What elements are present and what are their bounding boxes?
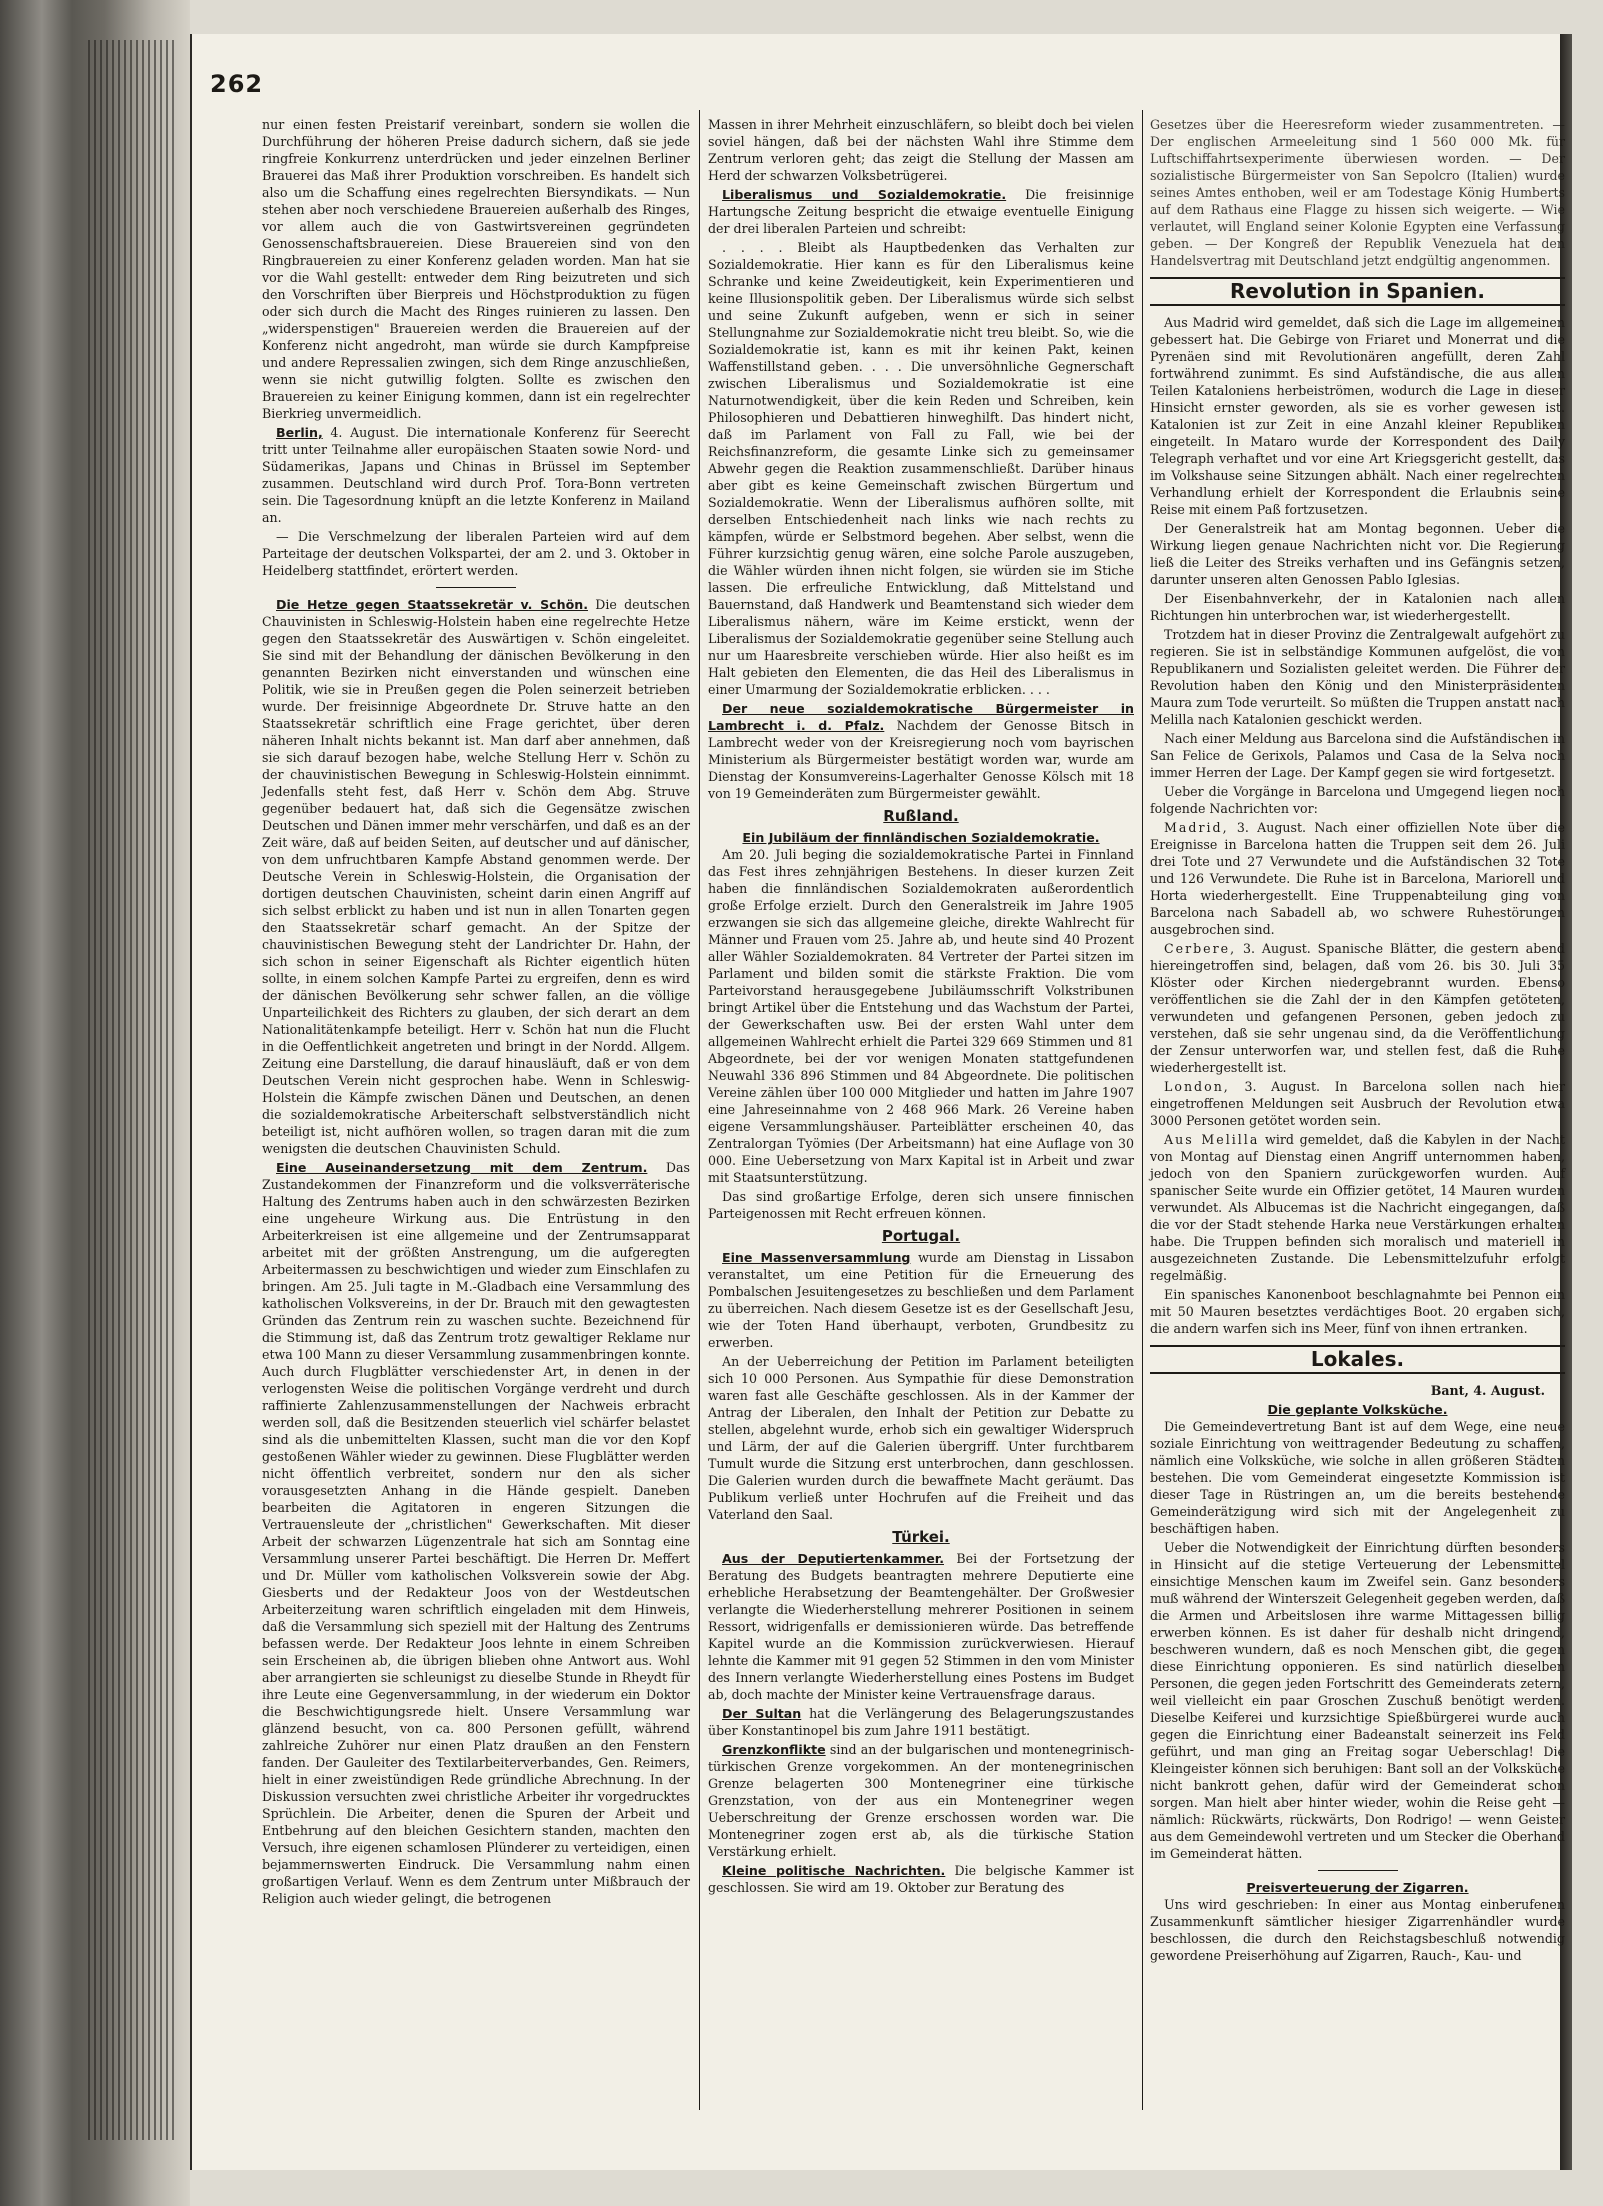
section-heading-russland: Rußland. (883, 807, 959, 825)
article-paragraph: wurde am Dienstag in Lissabon veranstaltet, um eine Petition für die Erneuerung des Pombalschen Jesuitengesetzes zu beschließen und dem Parlament zu überreichen. Nach diesem Gesetze ist es der Gesellschaft Jesu, wie der Toten Hand überhaupt, verboten, Grundbesitz zu erwerben. (708, 1250, 1134, 1350)
dateline: Madrid, (1164, 820, 1229, 835)
section-heading-revolution: Revolution in Spanien. (1150, 277, 1565, 306)
article-heading: Der neue sozialdemokratische Bürgermeister in Lambrecht i. d. Pfalz. (708, 701, 1134, 733)
article-heading: Grenzkonflikte (722, 1742, 826, 1757)
book-binding (0, 0, 190, 2206)
section-heading-lokales: Lokales. (1150, 1345, 1565, 1374)
article-paragraph: Der Generalstreik hat am Montag begonnen. Ueber die Wirkung liegen genaue Nachrichten nicht vor. Die Regierung ließ die Leiter des Streiks verhaften und ins Gefängnis setzen, darunter unseren alten Genossen Pablo Iglesias. (1150, 521, 1565, 587)
article-paragraph: Trotzdem hat in dieser Provinz die Zentralgewalt aufgehört zu regieren. Sie ist in selbständige Kommunen aufgelöst, die von Republikanern und Sozialisten geleitet werden. Die Führer der Revolution haben den König und den Ministerpräsidenten Maura zum Tode verurteilt. So müßten die Truppen anstatt nach Melilla nach Katalonien geschickt werden. (1150, 627, 1565, 727)
article-heading: Ein Jubiläum der finnländischen Sozialdemokratie. (742, 830, 1100, 845)
section-heading-portugal: Portugal. (881, 1227, 961, 1245)
dateline: Berlin, (276, 425, 323, 440)
section-heading-turkei: Türkei. (892, 1528, 950, 1546)
article-heading: Preisverteuerung der Zigarren. (1246, 1880, 1469, 1895)
article-paragraph: Uns wird geschrieben: In einer aus Montag einberufenen Zusammenkunft sämtlicher hiesiger Zigarrenhändler wurde beschlossen, die durch den Reichstagsbeschluß notwendig gewordene Preiserhöhung auf Zigarren, Rauch-, Kau- und (1150, 1897, 1565, 1963)
article-paragraph: Gesetzes über die Heeresreform wieder zusammentreten. — Der englischen Armeeleitung sind 1 560 000 Mk. für Luftschiffahrtsexperimente überwiesen worden. — Der sozialistische Bürgermeister von San Sepolcro (Italien) wurde seines Amtes enthoben, weil er am Todestage König Humberts auf dem Rathaus eine Flagge zu hissen sich weigerte. — Wie verlautet, will England seiner Kolonie Egypten eine Verfassung geben. — Der Kongreß der Republik Venezuela hat den Handelsvertrag mit Deutschland jetzt endgültig angenommen. (1150, 117, 1565, 268)
article-paragraph: wird gemeldet, daß die Kabylen in der Nacht von Montag auf Dienstag einen Angriff unternommen haben, jedoch von den Spaniern zurückgeworfen wurden. Auf spanischer Seite wurde ein Offizier getötet, 14 Mauren wurden verwundet. Als Albucemas ist die Nachricht eingegangen, daß die vor der Stadt stehende Harka neue Verstärkungen erhalten habe. Die Truppen befinden sich moralisch und materiell in ausgezeichneten Zustande. Die Lebensmittelzufuhr erfolgt regelmäßig. (1150, 1132, 1565, 1283)
article-paragraph: Ein spanisches Kanonenboot beschlagnahmte bei Pennon ein mit 50 Mauren besetztes verdächtiges Boot. 20 ergaben sich, die andern warfen sich ins Meer, fünf von ihnen ertranken. (1150, 1287, 1565, 1336)
article-heading: Kleine politische Nachrichten. (722, 1863, 946, 1878)
article-heading: Die Hetze gegen Staatssekretär v. Schön. (276, 597, 588, 612)
article-paragraph: Die freisinnige Hartungsche Zeitung bespricht die etwaige eventuelle Einigung der drei liberalen Parteien und schreibt: (708, 187, 1134, 236)
article-paragraph: hat die Verlängerung des Belagerungszustandes über Konstantinopel bis zum Jahre 1911 bestätigt. (708, 1706, 1134, 1738)
article-paragraph: Ueber die Notwendigkeit der Einrichtung dürften besonders in Hinsicht auf die stetige Verteuerung der Lebensmittel einsichtige Menschen kaum im Zweifel sein. Ganz besonders muß während der Winterszeit Gelegenheit gegeben werden, daß die Armen und Arbeitslosen ihre warme Mittagessen billig erwerben können. Es ist daher für deshalb nicht dringend, beschweren wundern, daß es noch Menschen gibt, die gegen diese Einrichtung opponieren. Es sind natürlich dieselben Personen, die gegen jeden Fortschritt des Gemeinderats zetern, weil vielleicht ein paar Groschen Zuschuß benötigt werden. Dieselbe Keiferei und kurzsichtige Spießbürgerei wurde auch gegen die Einrichtung einer Badeanstalt seinerzeit ins Feld geführt, und man ging an Freitag sogar Ueberschlag! Die Kleingeister können sich beruhigen: Bant soll an der Volksküche nicht bankrott gehen, dafür wird der Gemeinderat schon sorgen. Man hielt aber hinter wieder, wohin die Reise geht — nämlich: Rückwärts, rückwärts, Don Rodrigo! — wenn Geister aus dem Gemeindewohl vertreten und um Stecker die Oberhand im Gemeinderat hätten. (1150, 1540, 1565, 1861)
article-paragraph: 3. August. Spanische Blätter, die gestern abend hiereingetroffen sind, belagen, daß vom 26. bis 30. Juli 35 Klöster oder Kirchen niedergebrannt wurden. Ebenso veröffentlichen sie die Zahl der in den Kämpfen getöteten, verwundeten und gefangenen Personen, geben jedoch zu verstehen, daß sie sehr ungenau sind, da die Veröffentlichung der Zensur unterworfen war, und stellen fest, daß die Ruhe wiederhergestellt ist. (1150, 941, 1565, 1075)
article-heading: Liberalismus und Sozialdemokratie. (722, 187, 1007, 202)
column-3 (1150, 116, 1565, 1966)
article-paragraph: Bei der Fortsetzung der Beratung des Budgets beantragten mehrere Deputierte eine erhebliche Herabsetzung der Beamtengehälter. Der Großwesier verlangte die Wiederherstellung mehrerer Positionen in seinem Ressort, widrigenfalls er demissionieren würde. Das betreffende Kapitel wurde an die Kommission zurückverwiesen. Hierauf lehnte die Kammer mit 91 gegen 52 Stimmen in den vom Minister des Innern verlangte Wiederherstellung eines Postens im Budget ab, doch machte der Minister keine Vertrauensfrage daraus. (708, 1551, 1134, 1702)
article-paragraph: sind an der bulgarischen und montenegrinisch-türkischen Grenze vorgekommen. An der montenegrinischen Grenze belagerten 300 Montenegriner eine türkische Grenzstation, von der aus ein Montenegriner wegen Ueberschreitung der Grenze erschossen worden war. Die Montenegriner zogen erst ab, als die türkische Station Verstärkung erhielt. (708, 1742, 1134, 1859)
date: 4. August. (330, 425, 399, 440)
article-paragraph: 3. August. In Barcelona sollen nach hier eingetroffenen Meldungen seit Ausbruch der Revolution etwa 3000 Personen getötet worden sein. (1150, 1079, 1565, 1128)
article-paragraph: Nachdem der Genosse Bitsch in Lambrecht weder von der Kreisregierung noch vom bayrischen Ministerium als Bürgermeister bestätigt worden war, wurde am Dienstag der Konsumvereins-Lagerhalter Genosse Kölsch mit 18 von 19 Gemeinderäten zum Bürgermeister gewählt. (708, 718, 1134, 801)
article-paragraph: Die belgische Kammer ist geschlossen. Sie wird am 19. Oktober zur Beratung des (708, 1863, 1134, 1895)
date: 4. August. (1473, 1383, 1545, 1398)
article-paragraph: Am 20. Juli beging die sozialdemokratische Partei in Finnland das Fest ihres zehnjährigen Bestehens. In dieser kurzen Zeit haben die finnländischen Sozialdemokraten außerordentlich große Erfolge erzielt. Durch den Generalstreik im Jahre 1905 erzwangen sie sich das allgemeine gleiche, direkte Wahlrecht für Männer und Frauen vom 25. Jahre ab, und heute sind 40 Prozent aller Wähler Sozialdemokraten. 84 Vertreter der Partei sitzen im Parlament und bilden somit die stärkste Fraktion. Die vom Parteivorstand herausgegebene Jubiläumsschrift Volkstribunen bringt Artikel über die Entstehung und das Wachstum der Partei, der Gewerkschaften usw. Bei der ersten Wahl unter dem allgemeinen Wahlrecht erhielt die Partei 329 669 Stimmen und 81 Abgeordnete, bei der vor wenigen Monaten stattgefundenen Neuwahl 336 896 Stimmen und 84 Abgeordnete. Die politischen Vereine zählen über 100 000 Mitglieder und hatten im Jahre 1907 eine Jahreseinnahme von 2 468 966 Mark. 26 Vereine haben eigene Versammlungshäuser. Parteiblätter erscheinen 40, das Zentralorgan Työmies (Der Arbeitsmann) hat eine Auflage von 30 000. Eine Uebersetzung von Marx Kapital ist in Arbeit und zwar mit Staatsunterstützung. (708, 847, 1134, 1185)
article-paragraph: Der Eisenbahnverkehr, der in Katalonien nach allen Richtungen hin unterbrochen war, ist wiederhergestellt. (1150, 591, 1565, 623)
article-heading: Der Sultan (722, 1706, 802, 1721)
article-paragraph: Die internationale Konferenz für Seerecht tritt unter Teilnahme aller europäischen Staaten sowie Nord- und Südamerikas, Japans und Chinas in Brüssel im September zusammen. Deutschland wird durch Prof. Tora-Bonn vertreten sein. Die Tagesordnung knüpft an die letzte Konferenz in Mailand an. (262, 425, 690, 525)
article-heading: Eine Auseinandersetzung mit dem Zentrum. (276, 1160, 648, 1175)
dateline: London, (1164, 1079, 1230, 1094)
article-paragraph: Massen in ihrer Mehrheit einzuschläfern, so bleibt doch bei vielen soviel hängen, daß bei der nächsten Wahl ihre Stimme dem Zentrum verloren geht; das zeigt die Stellung der Massen am Herd der schwarzen Volksbetrügerei. (708, 117, 1134, 183)
dateline: Bant, (1430, 1383, 1469, 1398)
dateline: Aus Melilla (1164, 1132, 1260, 1147)
article-paragraph: — Die Verschmelzung der liberalen Parteien wird auf dem Parteitage der deutschen Volkspartei, der am 2. und 3. Oktober in Heidelberg stattfindet, erörtert werden. (262, 529, 690, 578)
article-heading: Die geplante Volksküche. (1267, 1402, 1448, 1417)
column-rule (1142, 110, 1143, 2110)
column-2 (708, 116, 1134, 1898)
article-paragraph: Die deutschen Chauvinisten in Schleswig-Holstein haben eine regelrechte Hetze gegen den Staatssekretär des Auswärtigen v. Schön eingeleitet. Sie sind mit der Behandlung der dänischen Bevölkerung in den genannten Bezirken nicht einverstanden und wünschen eine Politik, wie sie in Preußen gegen die Polen seinerzeit betrieben wurde. Der freisinnige Abgeordnete Dr. Struve hatte an den Staatssekretär schriftlich eine Frage gerichtet, über deren näheren Inhalt nichts bekannt ist. Man darf aber annehmen, daß sie sich darauf bezogen habe, welche Stellung Herr v. Schön zu der chauvinistischen Bewegung in Schleswig-Holstein einnimmt. Jedenfalls steht fest, daß Herr v. Schön dem Abg. Struve gegenüber bedauert hat, daß sich die Gegensätze zwischen Deutschen und Dänen immer mehr verschärfen, und daß es an der Zeit wäre, daß auf beiden Seiten, auf deutscher und auf dänischer, von dem unfruchtbaren Kampfe Abstand genommen werde. Der Deutsche Verein in Schleswig-Holstein, die Organisation der dortigen deutschen Chauvinisten, scheint darin einen Angriff auf sich selbst erblickt zu haben und ist nun in allen Tonarten gegen den Staatssekretär scharf gemacht. An der Spitze der chauvinistischen Bewegung steht der Landrichter Dr. Hahn, der sich schon in seiner Eigenschaft als Richter eigentlich hüten sollte, in einem solchen Kampfe Partei zu ergreifen, denn es wird der dänischen Bevölkerung sehr schwer fallen, an die völlige Unparteilichkeit des Richters zu glauben, der sich derart an dem Nationalitätenkampfe beteiligt. Herr v. Schön hat nun die Flucht in die Oeffentlichkeit angetreten und bringt in der Nordd. Allgem. Zeitung eine Darstellung, die darauf hinausläuft, daß er von dem Deutschen Verein nicht gesprochen habe. Wenn in Schleswig-Holstein die Kämpfe zwischen Dänen und Deutschen, an denen die sozialdemokratische Arbeiterschaft selbstverständlich nicht beteiligt ist, nicht aufhören wollen, so tragen daran mit die zum wenigsten die deutschen Chauvinisten Schuld. (262, 597, 690, 1156)
article-paragraph: Aus Madrid wird gemeldet, daß sich die Lage im allgemeinen gebessert hat. Die Gebirge von Friaret und Monerrat und die Pyrenäen sind mit Revolutionären angefüllt, deren Zahl fortwährend zunimmt. Es sind Aufständische, die aus allen Teilen Kataloniens herbeiströmen, wodurch die Lage in dieser Hinsicht ernster geworden, als sie es vorher gewesen ist. Katalonien ist zur Zeit in eine Anzahl kleiner Republiken eingeteilt. In Mataro wurde der Korrespondent des Daily Telegraph verhaftet und vor eine Art Kriegsgericht gestellt, das im Volkshause seine Sitzungen abhält. Nach einer regelrechten Verhandlung erhielt der Korrespondent die Erlaubnis seine Reise mit einem Paß fortzusetzen. (1150, 315, 1565, 517)
article-paragraph: An der Ueberreichung der Petition im Parlament beteiligten sich 10 000 Personen. Aus Sympathie für diese Demonstration waren fast alle Geschäfte geschlossen. Als in der Kammer der Antrag der Liberalen, den Inhalt der Petition zur Debatte zu stellen, abgelehnt wurde, erhob sich ein gewaltiger Widerspruch und Lärm, der auf die Galerien übergriff. Unter furchtbarem Tumult wurde die Sitzung erst unterbrochen, dann geschlossen. Die Galerien wurden durch die bewaffnete Macht geräumt. Das Publikum verließ unter Hochrufen auf die Freiheit und das Vaterland den Saal. (708, 1354, 1134, 1522)
column-rule (699, 110, 700, 2110)
article-paragraph: Das Zustandekommen der Finanzreform und die volksverräterische Haltung des Zentrums haben auch in den schwärzesten Bezirken eine ungeheure Wirkung aus. Die Entrüstung in den Arbeiterkreisen ist eine allgemeine und der Zentrumsapparat arbeitet mit der größten Anstrengung, um die aufgeregten Arbeitermassen zu beschwichtigen und wieder zum Einschlafen zu bringen. Am 25. Juli tagte in M.-Gladbach eine Versammlung des katholischen Volksvereins, in der Dr. Brauch mit den gewagtesten Gründen das Zentrum rein zu waschen suchte. Bezeichnend für die Stimmung ist, daß das Zentrum trotz gewaltiger Reklame nur etwa 100 Mann zu dieser Versammlung zusammenbringen konnte. Auch durch Flugblätter verschiedenster Art, in denen in der verlogensten Weise die politischen Vorgänge verdreht und durch raffinierte Zahlenzusammenstellungen der Nachweis erbracht werden soll, daß die Besitzenden steuerlich viel schärfer belastet sind als die unbemittelten Klassen, sucht man die vor den Kopf gestoßenen Wähler wieder zu gewinnen. Diese Flugblätter werden nicht öffentlich verbreitet, sondern nur den als sicher vorausgesetzten Anhang in die Hände gespielt. Daneben bearbeiten die Agitatoren in engeren Sitzungen die Vertrauensleute der „christlichen" Gewerkschaften. Mit dieser Arbeit der schwarzen Lügenzentrale hat sich am Sonntag eine Versammlung unserer Partei beschäftigt. Die Herren Dr. Meffert und Dr. Müller vom katholischen Volksverein sowie der Abg. Giesberts und der Redakteur Joos von der Westdeutschen Arbeiterzeitung waren schriftlich eingeladen mit dem Hinweis, daß die Versammlung sich speziell mit der Haltung des Zentrums befassen werde. Der Redakteur Joos lehnte in einem Schreiben sein Erscheinen ab, die übrigen blieben ohne Antwort aus. Wohl aber arrangierten sie schleunigst zu dieselbe Stunde in Rheydt für ihre Leute eine Gegenversammlung, in der wiederum ein Doktor die Beschwichtigungsrede hielt. Unsere Versammlung war glänzend besucht, von ca. 800 Personen gefüllt, während zahlreiche Zuhörer nur einen Platz draußen an den Fenstern fanden. Der Gauleiter des Textilarbeiterverbandes, Gen. Reimers, hielt in einer zweistündigen Rede gründliche Abrechnung. In der Diskussion versuchten zwei christliche Arbeiter ihr vorgedrucktes Sprüchlein. Die Arbeiter, denen die Spuren der Arbeit und Entbehrung auf den bleichen Gesichtern standen, machten den Versuch, ihre eigenen schamlosen Plünderer zu verteidigen, einen bejammernswerten Eindruck. Die Versammlung nahm einen großartigen Verlauf. Wenn es dem Zentrum unter Mißbrauch der Religion auch wieder gelingt, die betrogenen (262, 1160, 690, 1906)
article-paragraph: Ueber die Vorgänge in Barcelona und Umgegend liegen noch folgende Nachrichten vor: (1150, 784, 1565, 816)
article-paragraph: 3. August. Nach einer offiziellen Note über die Ereignisse in Barcelona hatten die Truppen seit dem 26. Juli drei Tote und 27 Verwundete und die Aufständischen 32 Tote und 126 Verwundete. Die Ruhe ist in Barcelona, Mariorell und Horta wiederhergestellt. Eine Truppenabteilung ging von Barcelona nach Sabadell ab, wo schwere Ruhestörungen ausgebrochen sind. (1150, 820, 1566, 937)
dateline: Cerbere, (1164, 941, 1237, 956)
article-paragraph: Nach einer Meldung aus Barcelona sind die Aufständischen in San Felice de Gerixols, Palamos und Casa de la Selva noch immer Herren der Lage. Der Kampf gegen sie wird fortgesetzt. (1150, 731, 1565, 780)
article-paragraph: nur einen festen Preistarif vereinbart, sondern sie wollen die Durchführung der höheren Preise dadurch sichern, daß sie jede ringfreie Konkurrenz unterdrücken und jeder einzelnen Berliner Brauerei das Maß ihrer Produktion vorschreiben. Es handelt sich also um die Schaffung eines regelrechten Biersyndikats. — Nun stehen aber noch verschiedene Brauereien außerhalb des Ringes, vor allem auch die von Gastwirtsvereinen gegründeten Genossenschaftsbrauereien. Diese Brauereien sind von den Ringbrauereien zu einer Konferenz geladen worden. Man hat sie vor die Wahl gestellt: entweder dem Ring beizutreten und sich den Vorschriften über Bierpreis und Höchstproduktion zu fügen oder sich durch die Macht des Ringes ruinieren zu lassen. Den „widerspenstigen" Brauereien werden die Brauereien auf der Konferenz nicht angedroht, man würde sie durch Kampfpreise und andere Repressalien zwingen, sich dem Ringe anzuschließen, wenn sie nicht gutwillig folgten. Sollte es zwischen den Brauereien zu keiner Einigung kommen, dann ist ein regelrechter Bierkrieg unvermeidlich. (262, 117, 690, 421)
article-paragraph: . . . . Bleibt als Hauptbedenken das Verhalten zur Sozialdemokratie. Hier kann es für den Liberalismus keine Schranke und keine Zweideutigkeit, kein Experimentieren und keine Illusionspolitik geben. Der Liberalismus würde sich selbst und seine Zukunft aufgeben, wenn er sich in seiner Stellungnahme zur Sozialdemokratie nicht treu bleibt. So, wie die Sozialdemokratie ist, kann es mit ihr keinen Pakt, keinen Waffenstillstand geben. . . . Die unversöhnliche Gegnerschaft zwischen Liberalismus und Sozialdemokratie ist eine Naturnotwendigkeit, über die kein Reden und Schreiben, kein Philosophieren und Debattieren hinweghilft. Das hindert nicht, daß im Parlament von Fall zu Fall, wie bei der Reichsfinanzreform, die gesamte Linke sich zu gemeinsamer Abwehr gegen die Reaktion zusammenschließt. Darüber hinaus aber gibt es keine Gemeinschaft zwischen Bürgertum und Sozialdemokratie. Wenn der Liberalismus aufhören sollte, mit derselben Entschiedenheit nach links wie nach rechts zu kämpfen, würde er Selbstmord begehen. Aber selbst, wenn die Führer kurzsichtig genug wären, eine solche Parole auszugeben, die Wähler würden ihnen nicht folgen, sie würden sie im Stiche lassen. Die erfreuliche Entwicklung, daß Mittelstand und Bauernstand, daß Handwerk und Beamtenstand sich wieder dem Liberalismus nähern, wäre im Keime erstickt, wenn der Liberalismus der Sozialdemokratie gegenüber seine Stellung auch nur um Haaresbreite verschieben würde. Hier also heißt es im Halt gebieten den Elementen, die das Heil des Liberalismus in einer Umarmung der Sozialdemokratie erblicken. . . . (708, 240, 1134, 697)
page-number: 262 (210, 70, 264, 98)
article-paragraph: Das sind großartige Erfolge, deren sich unsere finnischen Parteigenossen mit Recht erfreuen können. (708, 1189, 1134, 1221)
article-heading: Eine Massenversammlung (722, 1250, 911, 1265)
article-heading: Aus der Deputiertenkammer. (722, 1551, 944, 1566)
article-paragraph: Die Gemeindevertretung Bant ist auf dem Wege, eine neue soziale Einrichtung von weittragender Bedeutung zu schaffen, nämlich eine Volksküche, wie solche in allen größeren Städten bestehen. Die vom Gemeinderat eingesetzte Kommission ist dieser Tage in Rüstringen an, um die bereits bestehende Gemeinderätzigung wird sich mit der Angelegenheit zu beschäftigen haben. (1150, 1419, 1565, 1536)
column-1 (262, 116, 690, 1909)
